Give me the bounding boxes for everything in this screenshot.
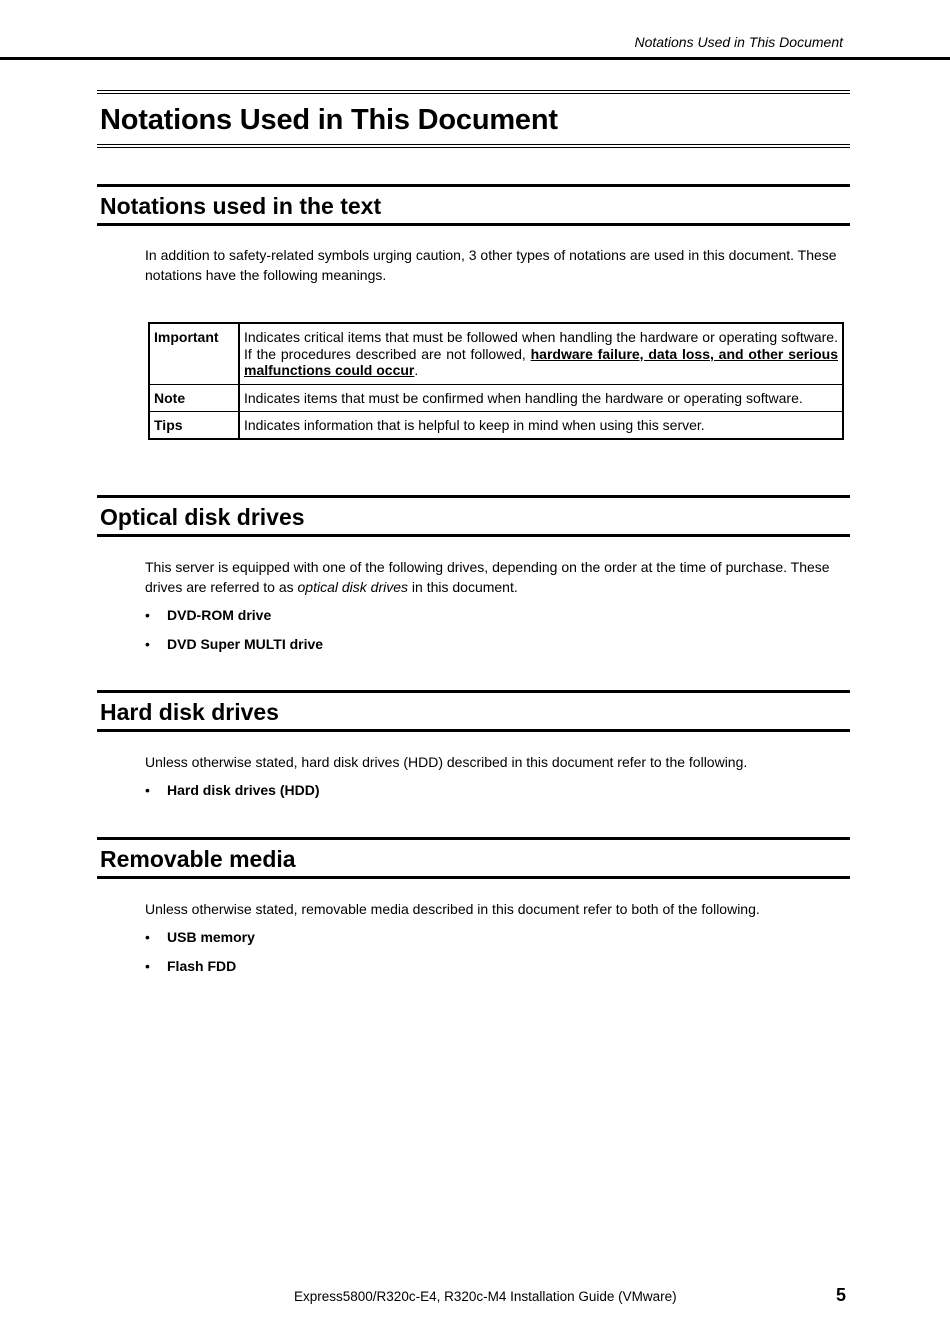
desc-note: Indicates items that must be confirmed when handling the hardware or operating software. xyxy=(239,385,843,412)
list-item xyxy=(145,607,271,623)
bullet-glyph: • xyxy=(145,782,150,798)
footer-text: Express5800/R320c-E4, R320c-M4 Installation Guide (VMware) xyxy=(294,1289,677,1304)
list-item-label: USB memory xyxy=(167,929,255,945)
term-important: Important xyxy=(149,323,239,385)
optical-line-2 xyxy=(145,578,850,598)
term-note: Note xyxy=(149,385,239,412)
intro-paragraph xyxy=(145,246,850,285)
desc-important-emphasis: hardware failure, data loss, and other serious malfunctions could occur xyxy=(244,345,838,378)
notation-table xyxy=(148,322,844,440)
list-item-label: Flash FDD xyxy=(167,958,237,974)
section-title: Notations used in the text xyxy=(100,193,382,219)
optical-line-2-end: in this document. xyxy=(408,578,518,595)
bullet-glyph: • xyxy=(145,607,150,623)
section-title: Hard disk drives xyxy=(100,699,279,725)
list-item xyxy=(145,636,323,652)
optical-paragraph xyxy=(145,558,850,597)
list-item-label: Hard disk drives (HDD) xyxy=(167,782,320,798)
desc-important xyxy=(239,323,843,385)
intro-line-1: In addition to safety-related symbols urging caution, 3 other types of notations are used in this document. These xyxy=(145,247,837,263)
table-row xyxy=(149,323,843,385)
optical-line-1: This server is equipped with one of the following drives, depending on the order at the time of purchase. These xyxy=(145,559,830,575)
desc-important-text: Indicates critical items that must be followed when handling the hardware or operating software. If the procedures described are not followed, xyxy=(244,329,838,362)
desc-tips: Indicates information that is helpful to keep in mind when using this server. xyxy=(239,412,843,440)
bullet-glyph: • xyxy=(145,636,150,652)
list-item xyxy=(145,929,255,945)
hdd-paragraph: Unless otherwise stated, hard disk drives (HDD) described in this document refer to the following. xyxy=(145,754,748,770)
desc-important-end: . xyxy=(414,362,419,378)
section-heading-text-notations xyxy=(97,184,850,226)
optical-term-italic: optical disk drives xyxy=(297,578,409,595)
chapter-title-box xyxy=(97,90,850,148)
page-number: 5 xyxy=(836,1285,847,1305)
section-heading-hdd xyxy=(97,690,850,732)
section-title: Optical disk drives xyxy=(100,504,305,530)
bullet-glyph: • xyxy=(145,929,150,945)
table-row xyxy=(149,412,843,440)
table-row xyxy=(149,385,843,412)
section-heading-optical xyxy=(97,495,850,537)
header-rule xyxy=(0,57,950,60)
chapter-title: Notations Used in This Document xyxy=(100,104,558,136)
intro-line-2: notations have the following meanings. xyxy=(145,266,387,283)
section-heading-removable xyxy=(97,837,850,879)
list-item-label: DVD-ROM drive xyxy=(167,607,272,623)
term-tips: Tips xyxy=(149,412,239,440)
removable-paragraph: Unless otherwise stated, removable media described in this document refer to both of the following. xyxy=(145,901,760,917)
bullet-glyph: • xyxy=(145,958,150,974)
list-item xyxy=(145,958,236,974)
optical-line-2-start: drives are referred to as xyxy=(145,578,298,595)
running-header: Notations Used in This Document xyxy=(634,34,843,50)
list-item-label: DVD Super MULTI drive xyxy=(167,636,324,652)
section-title: Removable media xyxy=(100,846,296,872)
list-item xyxy=(145,782,319,798)
